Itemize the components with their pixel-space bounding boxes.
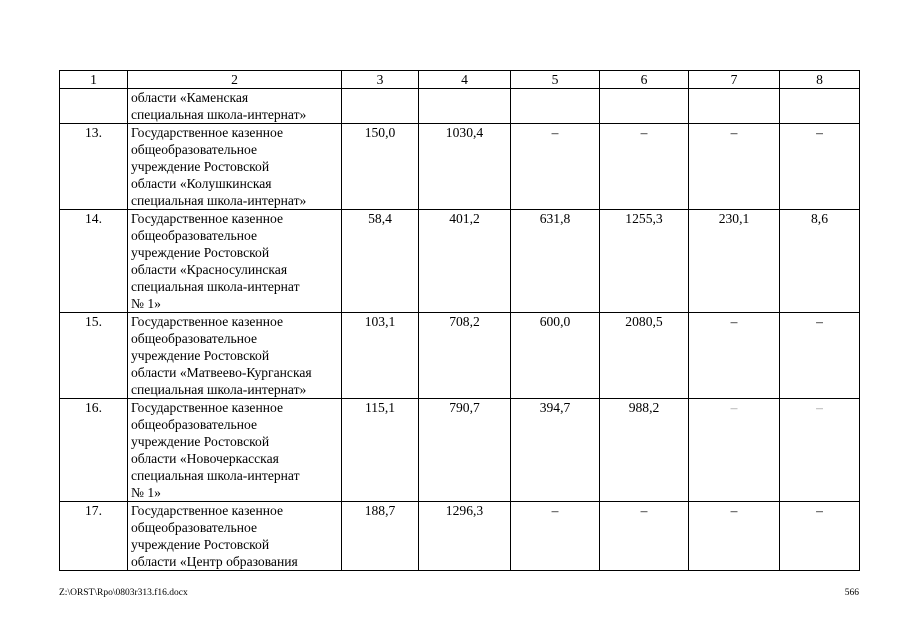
value-cell: 188,7: [342, 502, 419, 571]
value-cell: –: [600, 502, 689, 571]
table-row: [60, 89, 860, 124]
file-path: Z:\ORST\Rpo\0803r313.f16.docx: [59, 588, 188, 598]
value-cell: –: [511, 502, 600, 571]
name-line: области «Красносулинская: [131, 262, 288, 277]
institution-name: [128, 502, 342, 571]
name-line: специальная школа-интернат»: [131, 382, 307, 397]
name-line: общеобразовательное: [131, 520, 257, 535]
name-line: учреждение Ростовской: [131, 245, 270, 260]
institution-name: [128, 399, 342, 502]
name-line: Государственное казенное: [131, 211, 284, 226]
value-cell: 115,1: [342, 399, 419, 502]
institution-name: [128, 313, 342, 399]
table-row: [60, 313, 860, 399]
column-header: 5: [511, 71, 600, 89]
value-cell: [600, 89, 689, 124]
value-cell: –: [689, 124, 780, 210]
value-cell: 103,1: [342, 313, 419, 399]
value-cell: 1255,3: [600, 210, 689, 313]
name-line: № 1»: [131, 296, 161, 311]
value-cell: 988,2: [600, 399, 689, 502]
row-number: 17.: [60, 502, 128, 571]
value-cell: 401,2: [419, 210, 511, 313]
row-number: 14.: [60, 210, 128, 313]
institution-name: [128, 89, 342, 124]
name-line: области «Новочеркасская: [131, 451, 279, 466]
name-line: общеобразовательное: [131, 142, 257, 157]
table-header-row: [60, 71, 860, 89]
value-cell: 58,4: [342, 210, 419, 313]
value-cell: 394,7: [511, 399, 600, 502]
name-line: № 1»: [131, 485, 161, 500]
value-cell: –: [689, 313, 780, 399]
value-cell: [689, 89, 780, 124]
row-number: [60, 89, 128, 124]
name-line: Государственное казенное: [131, 400, 284, 415]
value-cell: 1030,4: [419, 124, 511, 210]
name-line: специальная школа-интернат»: [131, 193, 307, 208]
value-cell: 600,0: [511, 313, 600, 399]
column-header: 3: [342, 71, 419, 89]
value-cell: 230,1: [689, 210, 780, 313]
name-line: Государственное казенное: [131, 314, 284, 329]
value-cell: 1296,3: [419, 502, 511, 571]
name-line: специальная школа-интернат: [131, 279, 300, 294]
data-table: [59, 70, 860, 571]
name-line: специальная школа-интернат»: [131, 107, 307, 122]
row-number: 16.: [60, 399, 128, 502]
value-cell: –: [689, 399, 780, 502]
column-header: 8: [780, 71, 860, 89]
name-line: специальная школа-интернат: [131, 468, 300, 483]
value-cell: [511, 89, 600, 124]
name-line: области «Матвеево-Курганская: [131, 365, 312, 380]
name-line: общеобразовательное: [131, 228, 257, 243]
name-line: области «Каменская: [131, 90, 249, 105]
name-line: области «Центр образования: [131, 554, 298, 569]
name-line: Государственное казенное: [131, 503, 284, 518]
column-header: 1: [60, 71, 128, 89]
value-cell: –: [511, 124, 600, 210]
value-cell: [780, 89, 860, 124]
value-cell: 8,6: [780, 210, 860, 313]
value-cell: –: [780, 124, 860, 210]
table-row: [60, 399, 860, 502]
name-line: области «Колушкинская: [131, 176, 272, 191]
row-number: 15.: [60, 313, 128, 399]
row-number: 13.: [60, 124, 128, 210]
value-cell: 150,0: [342, 124, 419, 210]
column-header: 6: [600, 71, 689, 89]
value-cell: –: [780, 502, 860, 571]
column-header: 2: [128, 71, 342, 89]
value-cell: [342, 89, 419, 124]
name-line: учреждение Ростовской: [131, 159, 270, 174]
name-line: учреждение Ростовской: [131, 537, 270, 552]
institution-name: [128, 210, 342, 313]
value-cell: 708,2: [419, 313, 511, 399]
value-cell: [419, 89, 511, 124]
value-cell: 790,7: [419, 399, 511, 502]
table-row: [60, 210, 860, 313]
value-cell: –: [780, 399, 860, 502]
table-row: [60, 502, 860, 571]
value-cell: –: [689, 502, 780, 571]
name-line: общеобразовательное: [131, 331, 257, 346]
page-number: 566: [844, 588, 859, 598]
name-line: Государственное казенное: [131, 125, 284, 140]
name-line: общеобразовательное: [131, 417, 257, 432]
name-line: учреждение Ростовской: [131, 434, 270, 449]
institution-name: [128, 124, 342, 210]
name-line: учреждение Ростовской: [131, 348, 270, 363]
value-cell: 631,8: [511, 210, 600, 313]
value-cell: –: [600, 124, 689, 210]
column-header: 4: [419, 71, 511, 89]
column-header: 7: [689, 71, 780, 89]
table-row: [60, 124, 860, 210]
value-cell: 2080,5: [600, 313, 689, 399]
value-cell: –: [780, 313, 860, 399]
